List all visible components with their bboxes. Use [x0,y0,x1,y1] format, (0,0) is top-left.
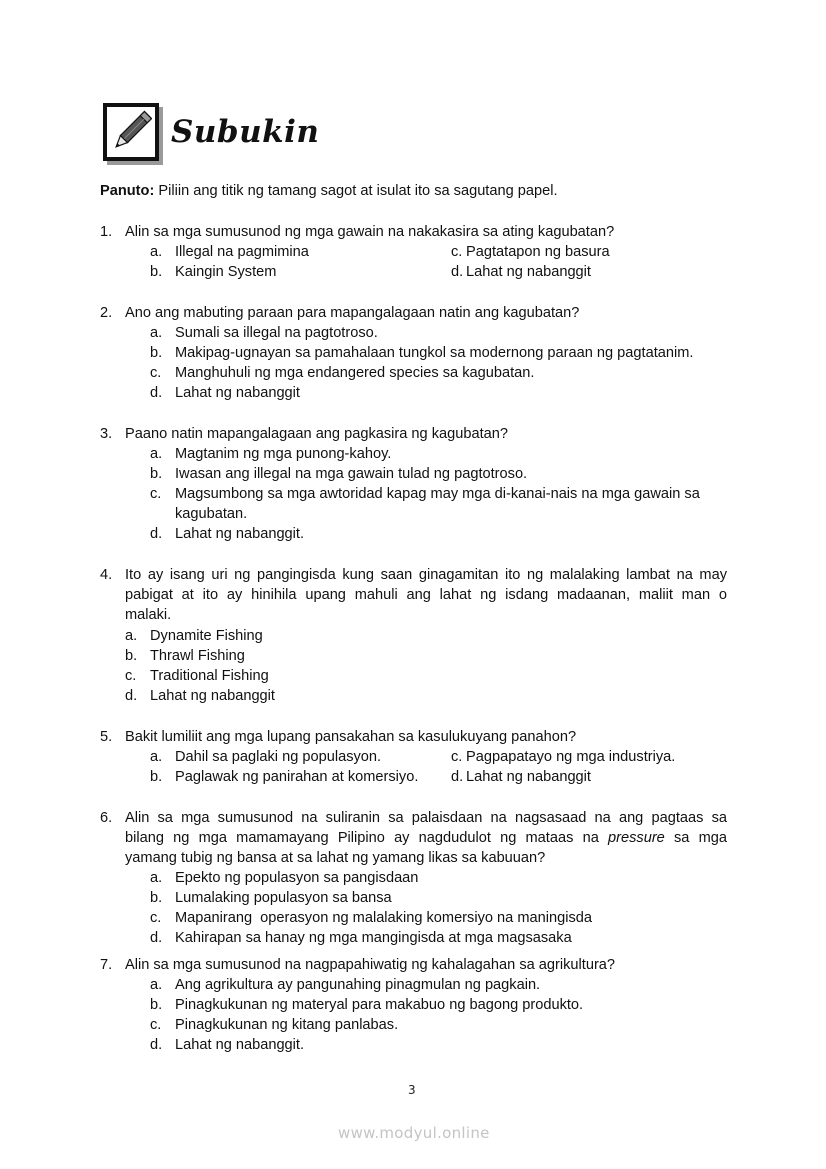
option-a: Dynamite Fishing [150,628,263,644]
question-number: 2. [100,305,113,321]
option-letter: c. [150,1017,162,1033]
question-text-line-1: Alin sa mga sumusunod na suliranin sa palaisdaan na nagsasaad na ang pagtaas sa [125,810,727,826]
option-b: Pinagkukunan ng materyal para makabuo ng bagong produkto. [175,997,584,1013]
option-letter: c. [451,749,463,765]
emphasized-word: pressure [608,830,665,846]
question-text: Alin sa mga sumusunod na nagpapahiwatig ng kahalagahan sa agrikultura? [125,957,616,973]
text-segment: bilang ng mga mamamayang Pilipino ay nagdudulot ng mataas na [125,830,609,846]
question-text: Alin sa mga sumusunod ng mga gawain na nakakasira sa ating kagubatan? [125,224,615,240]
question-number: 1. [100,224,113,240]
option-b: Paglawak ng panirahan at komersiyo. [175,769,419,785]
option-d: Lahat ng nabanggit. [175,1037,305,1053]
question-text-line-3: yamang tubig ng bansa at sa lahat ng yamang likas sa kabuuan? [125,850,546,866]
question-text-line-2 [125,828,727,848]
option-a: Sumali sa illegal na pagtotroso. [175,325,378,341]
option-letter: a. [150,325,163,341]
option-letter: c. [150,910,162,926]
watermark: www.modyul.online [338,1124,490,1142]
option-b: Kaingin System [175,264,277,280]
question-number: 5. [100,729,113,745]
option-letter: b. [150,345,163,361]
option-a: Ang agrikultura ay pangunahing pinagmulan ng pagkain. [175,977,541,993]
option-b: Thrawl Fishing [150,648,245,664]
section-title: Subukin [171,114,320,150]
option-letter: d. [125,688,138,704]
text-segment: sa mga [664,830,727,846]
option-c-continued: kagubatan. [175,506,248,522]
option-letter: b. [125,648,138,664]
option-d: Lahat ng nabanggit [466,769,591,785]
option-a: Epekto ng populasyon sa pangisdaan [175,870,419,886]
question-text: Bakit lumiliit ang mga lupang pansakahan sa kasulukuyang panahon? [125,729,577,745]
instructions-label: Panuto: [100,183,155,199]
option-letter: d. [150,1037,163,1053]
pencil-icon [103,103,159,161]
question-text-line-3: malaki. [125,607,172,623]
option-letter: c. [150,486,162,502]
option-b: Iwasan ang illegal na mga gawain tulad ng pagtotroso. [175,466,528,482]
option-a: Illegal na pagmimina [175,244,309,260]
option-letter: c. [451,244,463,260]
option-letter: a. [150,749,163,765]
instructions [100,181,558,201]
option-c: Mapanirang operasyon ng malalaking komersiyo na maningisda [175,910,592,926]
option-d: Lahat ng nabanggit [150,688,275,704]
option-letter: a. [150,977,163,993]
option-a: Dahil sa paglaki ng populasyon. [175,749,382,765]
option-c: Traditional Fishing [150,668,269,684]
question-number: 7. [100,957,113,973]
option-b: Makipag-ugnayan sa pamahalaan tungkol sa modernong paraan ng pagtatanim. [175,345,694,361]
option-c: Magsumbong sa mga awtoridad kapag may mga di-kanai-nais na mga gawain sa [175,486,700,502]
option-c: Manghuhuli ng mga endangered species sa kagubatan. [175,365,535,381]
question-text-line-2: pabigat at ito ay hinihila upang mahuli ang lahat ng isdang madaanan, maliit man o [125,587,727,603]
option-c: Pagpapatayo ng mga industriya. [466,749,676,765]
option-letter: b. [150,769,163,785]
option-letter: d. [150,385,163,401]
option-letter: d. [451,769,464,785]
option-letter: c. [125,668,137,684]
option-letter: c. [150,365,162,381]
option-letter: a. [150,870,163,886]
option-letter: b. [150,997,163,1013]
page-number: 3 [408,1083,416,1097]
option-letter: d. [451,264,464,280]
option-letter: b. [150,466,163,482]
option-letter: b. [150,890,163,906]
question-number: 4. [100,567,113,583]
option-d: Kahirapan sa hanay ng mga mangingisda at mga magsasaka [175,930,572,946]
section-header [103,102,319,162]
option-letter: a. [150,446,163,462]
instructions-text: Piliin ang titik ng tamang sagot at isulat ito sa sagutang papel. [154,183,558,199]
option-d: Lahat ng nabanggit [175,385,300,401]
option-d: Lahat ng nabanggit [466,264,591,280]
option-d: Lahat ng nabanggit. [175,526,305,542]
question-number: 6. [100,810,113,826]
option-letter: b. [150,264,163,280]
question-text: Paano natin mapangalagaan ang pagkasira ng kagubatan? [125,426,508,442]
question-number: 3. [100,426,113,442]
option-c: Pagtatapon ng basura [466,244,610,260]
question-text: Ano ang mabuting paraan para mapangalagaan natin ang kagubatan? [125,305,580,321]
option-letter: d. [150,526,163,542]
option-a: Magtanim ng mga punong-kahoy. [175,446,392,462]
option-letter: a. [150,244,163,260]
option-c: Pinagkukunan ng kitang panlabas. [175,1017,399,1033]
option-letter: d. [150,930,163,946]
option-b: Lumalaking populasyon sa bansa [175,890,392,906]
option-letter: a. [125,628,138,644]
question-text-line-1: Ito ay isang uri ng pangingisda kung saan ginagamitan ito ng malalaking lambat na may [125,567,727,583]
